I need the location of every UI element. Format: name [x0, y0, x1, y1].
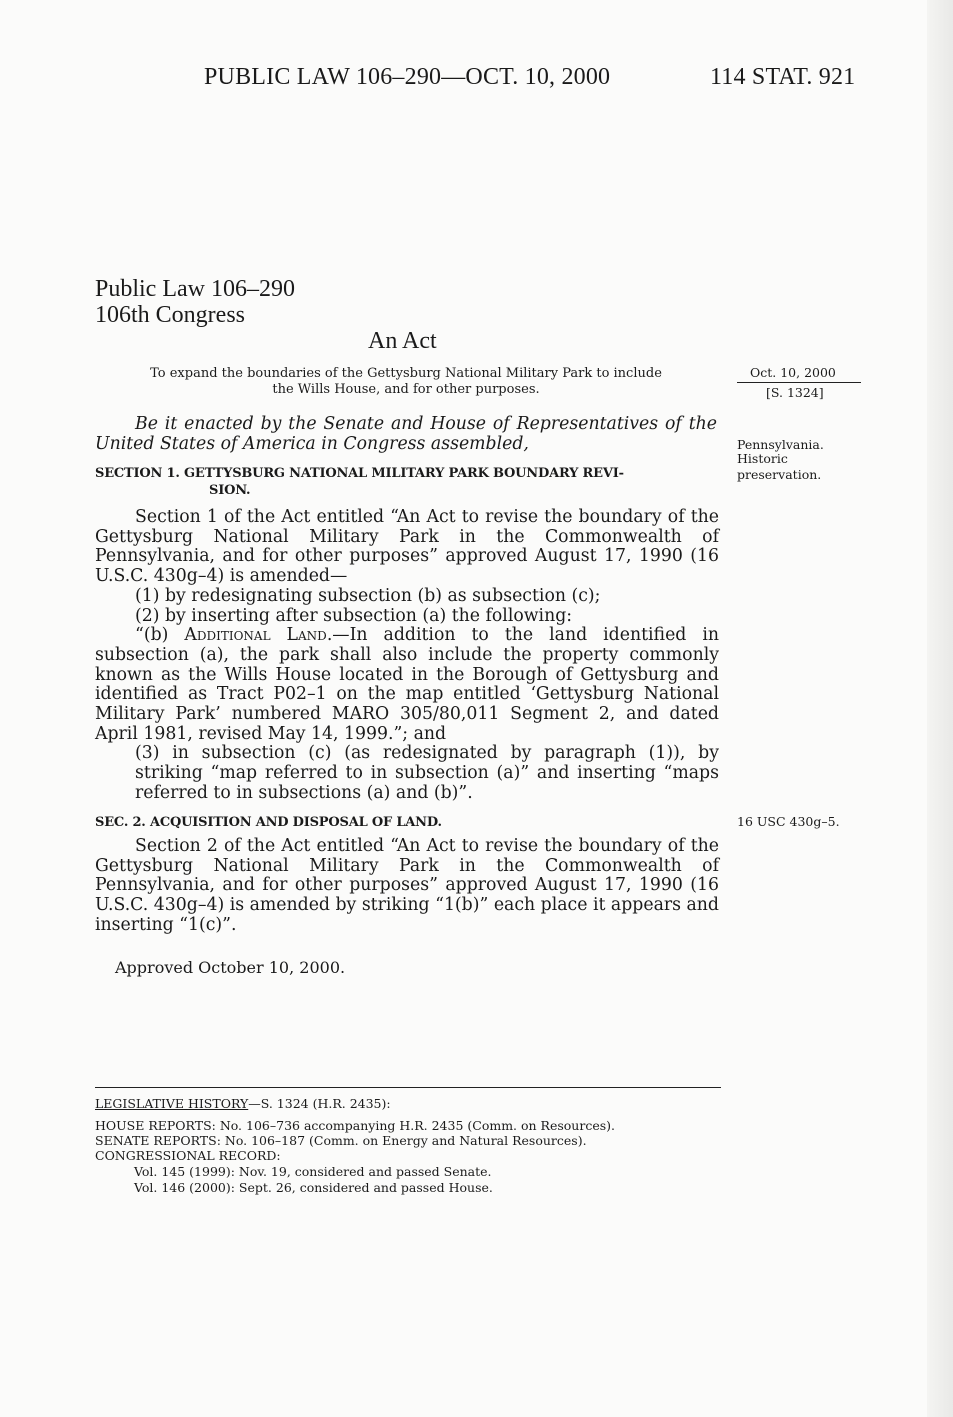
section-1-heading-line-2: SION.	[209, 483, 251, 498]
section-2-heading: SEC. 2. ACQUISITION AND DISPOSAL OF LAND.	[95, 815, 442, 830]
footer-rule	[95, 1087, 721, 1088]
quote-caption: Additional Land	[184, 625, 327, 646]
running-head-right: 114 STAT. 921	[710, 64, 856, 90]
quote-open: “(b)	[135, 625, 185, 646]
record-vol-145: Vol. 145 (1999): Nov. 19, considered and passed Senate.	[134, 1164, 492, 1179]
section-1-para-1: (1) by redesignating subsection (b) as subsection (c);	[135, 585, 601, 606]
page-edge-shadow	[927, 0, 953, 1417]
an-act-heading: An Act	[368, 328, 437, 354]
section-1-quoted-subsection	[95, 626, 719, 744]
purpose-line-2: the Wills House, and for other purposes.	[272, 382, 540, 397]
house-reports: HOUSE REPORTS: No. 106–736 accompanying H.R. 2435 (Comm. on Resources).	[95, 1118, 615, 1133]
title-block	[95, 276, 295, 328]
legislative-history-bill: —S. 1324 (H.R. 2435):	[248, 1096, 391, 1111]
margin-date: Oct. 10, 2000	[750, 365, 836, 380]
approved-date: Approved October 10, 2000.	[115, 958, 346, 977]
section-1-para-3: (3) in subsection (c) (as redesignated by paragraph (1)), by striking “map referred to in subsection (a)” and inserting “maps referred to in subsections (a) and (b)”.	[135, 743, 719, 803]
legislative-history-label: LEGISLATIVE HISTORY	[95, 1096, 249, 1111]
section-1-heading-line-1: SECTION 1. GETTYSBURG NATIONAL MILITARY PARK BOUNDARY REVI-	[95, 466, 624, 481]
enacting-clause: Be it enacted by the Senate and House of Representatives of the United States of America in Congress assembled,	[95, 414, 717, 454]
congressional-record-label: CONGRESSIONAL RECORD:	[95, 1148, 281, 1163]
legislative-history-heading	[95, 1096, 391, 1111]
running-head-left: PUBLIC LAW 106–290—OCT. 10, 2000	[204, 64, 611, 90]
margin-topic-1: Pennsylvania.	[737, 437, 824, 452]
margin-rule	[737, 382, 861, 383]
quote-text: .—In addition to the land identified in subsection (a), the park shall also include the property commonly known as the Wills House located in the Borough of Gettysburg and identified as Tract P02–1 on the map entitled ‘Gettysburg National Military Park’ numbered MARO 305/80,011 Segment 2, and dated April 1981, revised May 14, 1999.”; and	[95, 625, 720, 744]
purpose-line-1: To expand the boundaries of the Gettysburg National Military Park to include	[150, 366, 662, 381]
section-1-intro: Section 1 of the Act entitled “An Act to revise the boundary of the Gettysburg National Military Park in the Commonwealth of Pennsylvania, and for other purposes” approved August 17, 1990 (16 U.S.C. 430g–4) is amended—	[95, 507, 719, 587]
senate-reports: SENATE REPORTS: No. 106–187 (Comm. on Energy and Natural Resources).	[95, 1133, 587, 1148]
margin-topic-3: preservation.	[737, 467, 822, 482]
margin-topic-2: Historic	[737, 451, 788, 466]
purpose-statement	[115, 366, 697, 398]
margin-bill: [S. 1324]	[766, 385, 824, 400]
margin-usc-citation: 16 USC 430g–5.	[737, 814, 840, 829]
section-2-text: Section 2 of the Act entitled “An Act to revise the boundary of the Gettysburg National Military Park in the Commonwealth of Pennsylvania, and for other purposes” approved August 17, 1990 (16 U.S.C. 430g–4) is amended by striking “1(b)” each place it appears and inserting “1(c)”.	[95, 836, 719, 935]
law-number: Public Law 106–290	[95, 276, 295, 302]
section-2-body	[95, 837, 719, 936]
section-1-para-2: (2) by inserting after subsection (a) the following:	[135, 605, 573, 626]
congress-number: 106th Congress	[95, 302, 245, 328]
record-vol-146: Vol. 146 (2000): Sept. 26, considered and passed House.	[134, 1180, 493, 1195]
section-1-body	[95, 508, 719, 804]
